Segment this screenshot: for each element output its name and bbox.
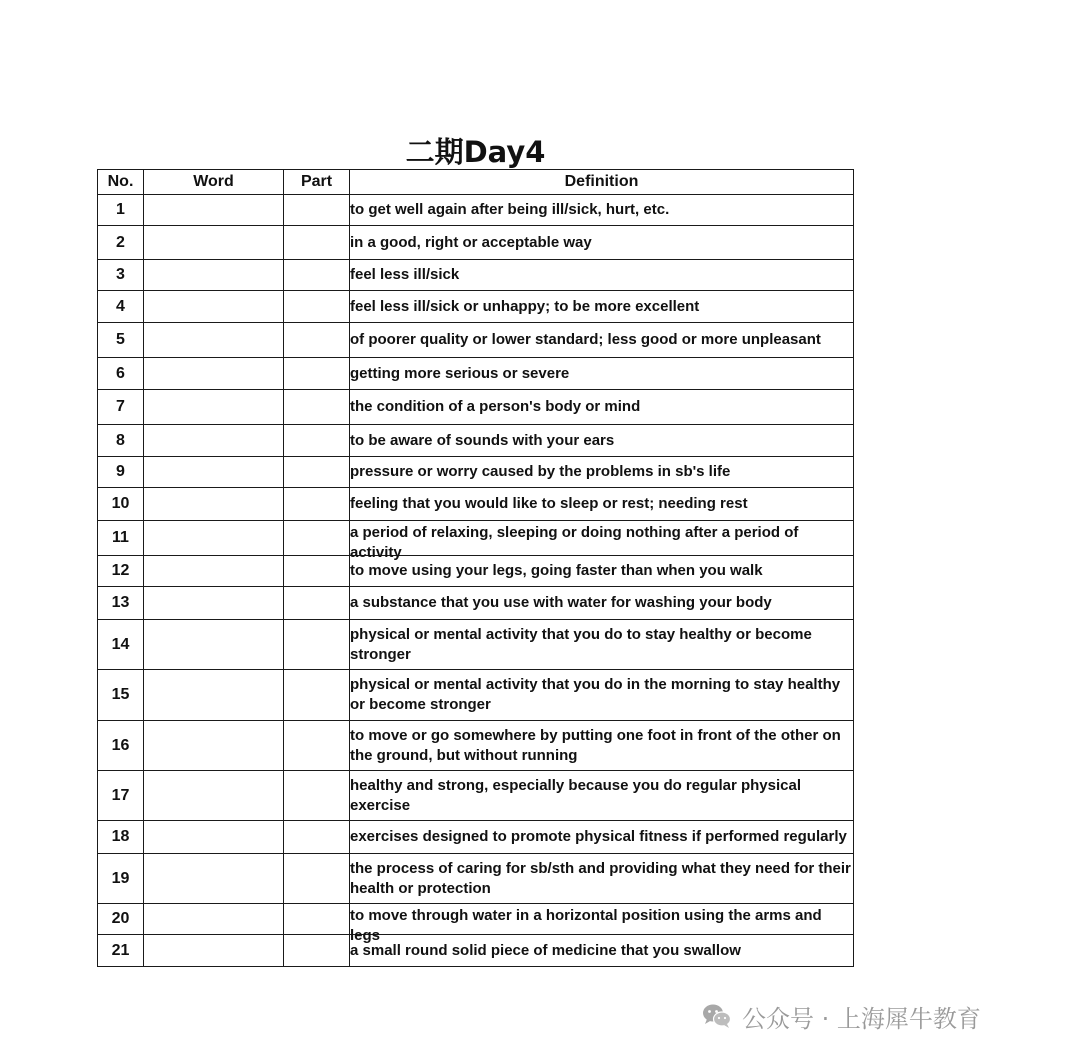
definition-text: a small round solid piece of medicine that you swallow (350, 941, 741, 959)
definition-text: to move or go somewhere by putting one foot in front of the other on the ground, but without running (350, 726, 841, 764)
row-number: 17 (98, 771, 144, 821)
word-cell (144, 390, 284, 425)
table-row (98, 935, 854, 967)
table-row (98, 488, 854, 521)
part-cell (284, 425, 350, 457)
definition-text: feel less ill/sick or unhappy; to be more excellent (350, 297, 700, 315)
definition-text: healthy and strong, especially because you do regular physical exercise (350, 776, 801, 814)
row-number: 8 (98, 425, 144, 457)
definition-cell (350, 226, 854, 260)
definition-cell (350, 670, 854, 721)
row-number: 11 (98, 521, 144, 556)
part-cell (284, 821, 350, 854)
row-number: 20 (98, 904, 144, 935)
part-cell (284, 721, 350, 771)
table-row (98, 620, 854, 670)
table-row (98, 226, 854, 260)
definition-cell (350, 587, 854, 620)
table-row (98, 771, 854, 821)
row-number: 3 (98, 260, 144, 291)
definition-text: physical or mental activity that you do to stay healthy or become stronger (350, 625, 812, 663)
definition-cell (350, 556, 854, 587)
table-row (98, 425, 854, 457)
table-row (98, 457, 854, 488)
word-cell (144, 670, 284, 721)
row-number: 5 (98, 323, 144, 358)
word-cell (144, 821, 284, 854)
table-row (98, 260, 854, 291)
table-row (98, 390, 854, 425)
table-row (98, 323, 854, 358)
definition-cell (350, 260, 854, 291)
definition-text: to get well again after being ill/sick, hurt, etc. (350, 201, 670, 218)
definition-cell (350, 821, 854, 854)
part-cell (284, 904, 350, 935)
word-cell (144, 904, 284, 935)
definition-text: exercises designed to promote physical fitness if performed regularly (350, 828, 847, 845)
table-row (98, 521, 854, 556)
part-cell (284, 587, 350, 620)
part-cell (284, 556, 350, 587)
table-row (98, 721, 854, 771)
part-cell (284, 390, 350, 425)
part-cell (284, 260, 350, 291)
word-cell (144, 620, 284, 670)
row-number: 6 (98, 358, 144, 390)
definition-text: feeling that you would like to sleep or rest; needing rest (350, 495, 748, 512)
definition-text: the process of caring for sb/sth and providing what they need for their health or protection (350, 859, 851, 897)
word-cell (144, 323, 284, 358)
part-cell (284, 457, 350, 488)
definition-cell (350, 390, 854, 425)
definition-cell (350, 935, 854, 967)
header-definition: Definition (350, 170, 854, 195)
word-cell (144, 358, 284, 390)
table-header-row (98, 170, 854, 195)
row-number: 10 (98, 488, 144, 521)
row-number: 16 (98, 721, 144, 771)
part-cell (284, 670, 350, 721)
row-number: 12 (98, 556, 144, 587)
part-cell (284, 226, 350, 260)
table-row (98, 358, 854, 390)
header-no: No. (98, 170, 144, 195)
table-row (98, 904, 854, 935)
part-cell (284, 488, 350, 521)
part-cell (284, 935, 350, 967)
table-row (98, 670, 854, 721)
page-title: 二期Day4 (405, 135, 546, 169)
definition-text: the condition of a person's body or mind (350, 398, 641, 415)
table-row (98, 821, 854, 854)
part-cell (284, 854, 350, 904)
watermark (702, 998, 981, 1034)
definition-cell (350, 488, 854, 521)
word-cell (144, 226, 284, 260)
row-number: 14 (98, 620, 144, 670)
part-cell (284, 323, 350, 358)
row-number: 7 (98, 390, 144, 425)
word-cell (144, 521, 284, 556)
definition-cell (350, 457, 854, 488)
word-cell (144, 195, 284, 226)
definition-cell (350, 425, 854, 457)
definition-cell (350, 771, 854, 821)
vocabulary-table (97, 169, 854, 967)
header-word: Word (144, 170, 284, 195)
word-cell (144, 291, 284, 323)
row-number: 21 (98, 935, 144, 967)
definition-text: physical or mental activity that you do in the morning to stay healthy or become stronger (350, 676, 841, 713)
definition-text: to be aware of sounds with your ears (350, 431, 615, 449)
table-row (98, 291, 854, 323)
definition-cell (350, 620, 854, 670)
definition-cell (350, 521, 854, 561)
definition-cell (350, 323, 854, 358)
word-cell (144, 721, 284, 771)
table-row (98, 195, 854, 226)
word-cell (144, 854, 284, 904)
table-row (98, 587, 854, 620)
definition-text: getting more serious or severe (350, 364, 570, 382)
word-cell (144, 771, 284, 821)
row-number: 4 (98, 291, 144, 323)
row-number: 2 (98, 226, 144, 260)
definition-text: in a good, right or acceptable way (350, 233, 592, 251)
word-cell (144, 425, 284, 457)
part-cell (284, 620, 350, 670)
word-cell (144, 556, 284, 587)
part-cell (284, 195, 350, 226)
table-row (98, 556, 854, 587)
word-cell (144, 935, 284, 967)
word-cell (144, 457, 284, 488)
row-number: 15 (98, 670, 144, 721)
definition-cell (350, 721, 854, 771)
definition-cell (350, 358, 854, 390)
part-cell (284, 771, 350, 821)
definition-text: to move through water in a horizontal position using the arms and legs (350, 906, 822, 944)
part-cell (284, 521, 350, 556)
word-cell (144, 587, 284, 620)
wechat-icon (702, 1003, 732, 1029)
row-number: 1 (98, 195, 144, 226)
definition-text: pressure or worry caused by the problems in sb's life (350, 463, 731, 480)
definition-text: a substance that you use with water for washing your body (350, 594, 772, 611)
definition-cell (350, 195, 854, 226)
table-body (98, 195, 854, 967)
definition-cell (350, 854, 854, 904)
row-number: 9 (98, 457, 144, 488)
table-row (98, 854, 854, 904)
row-number: 13 (98, 587, 144, 620)
row-number: 18 (98, 821, 144, 854)
definition-text: to move using your legs, going faster than when you walk (350, 562, 763, 579)
definition-text: of poorer quality or lower standard; less good or more unpleasant (350, 331, 821, 348)
definition-cell (350, 291, 854, 323)
definition-text: feel less ill/sick (350, 266, 460, 283)
row-number: 19 (98, 854, 144, 904)
definition-text: a period of relaxing, sleeping or doing nothing after a period of activity (350, 523, 799, 561)
word-cell (144, 260, 284, 291)
part-cell (284, 291, 350, 323)
header-part: Part (284, 170, 350, 195)
word-cell (144, 488, 284, 521)
watermark-text: 公众号 · 上海犀牛教育 (742, 1004, 981, 1033)
definition-cell (350, 904, 854, 944)
part-cell (284, 358, 350, 390)
